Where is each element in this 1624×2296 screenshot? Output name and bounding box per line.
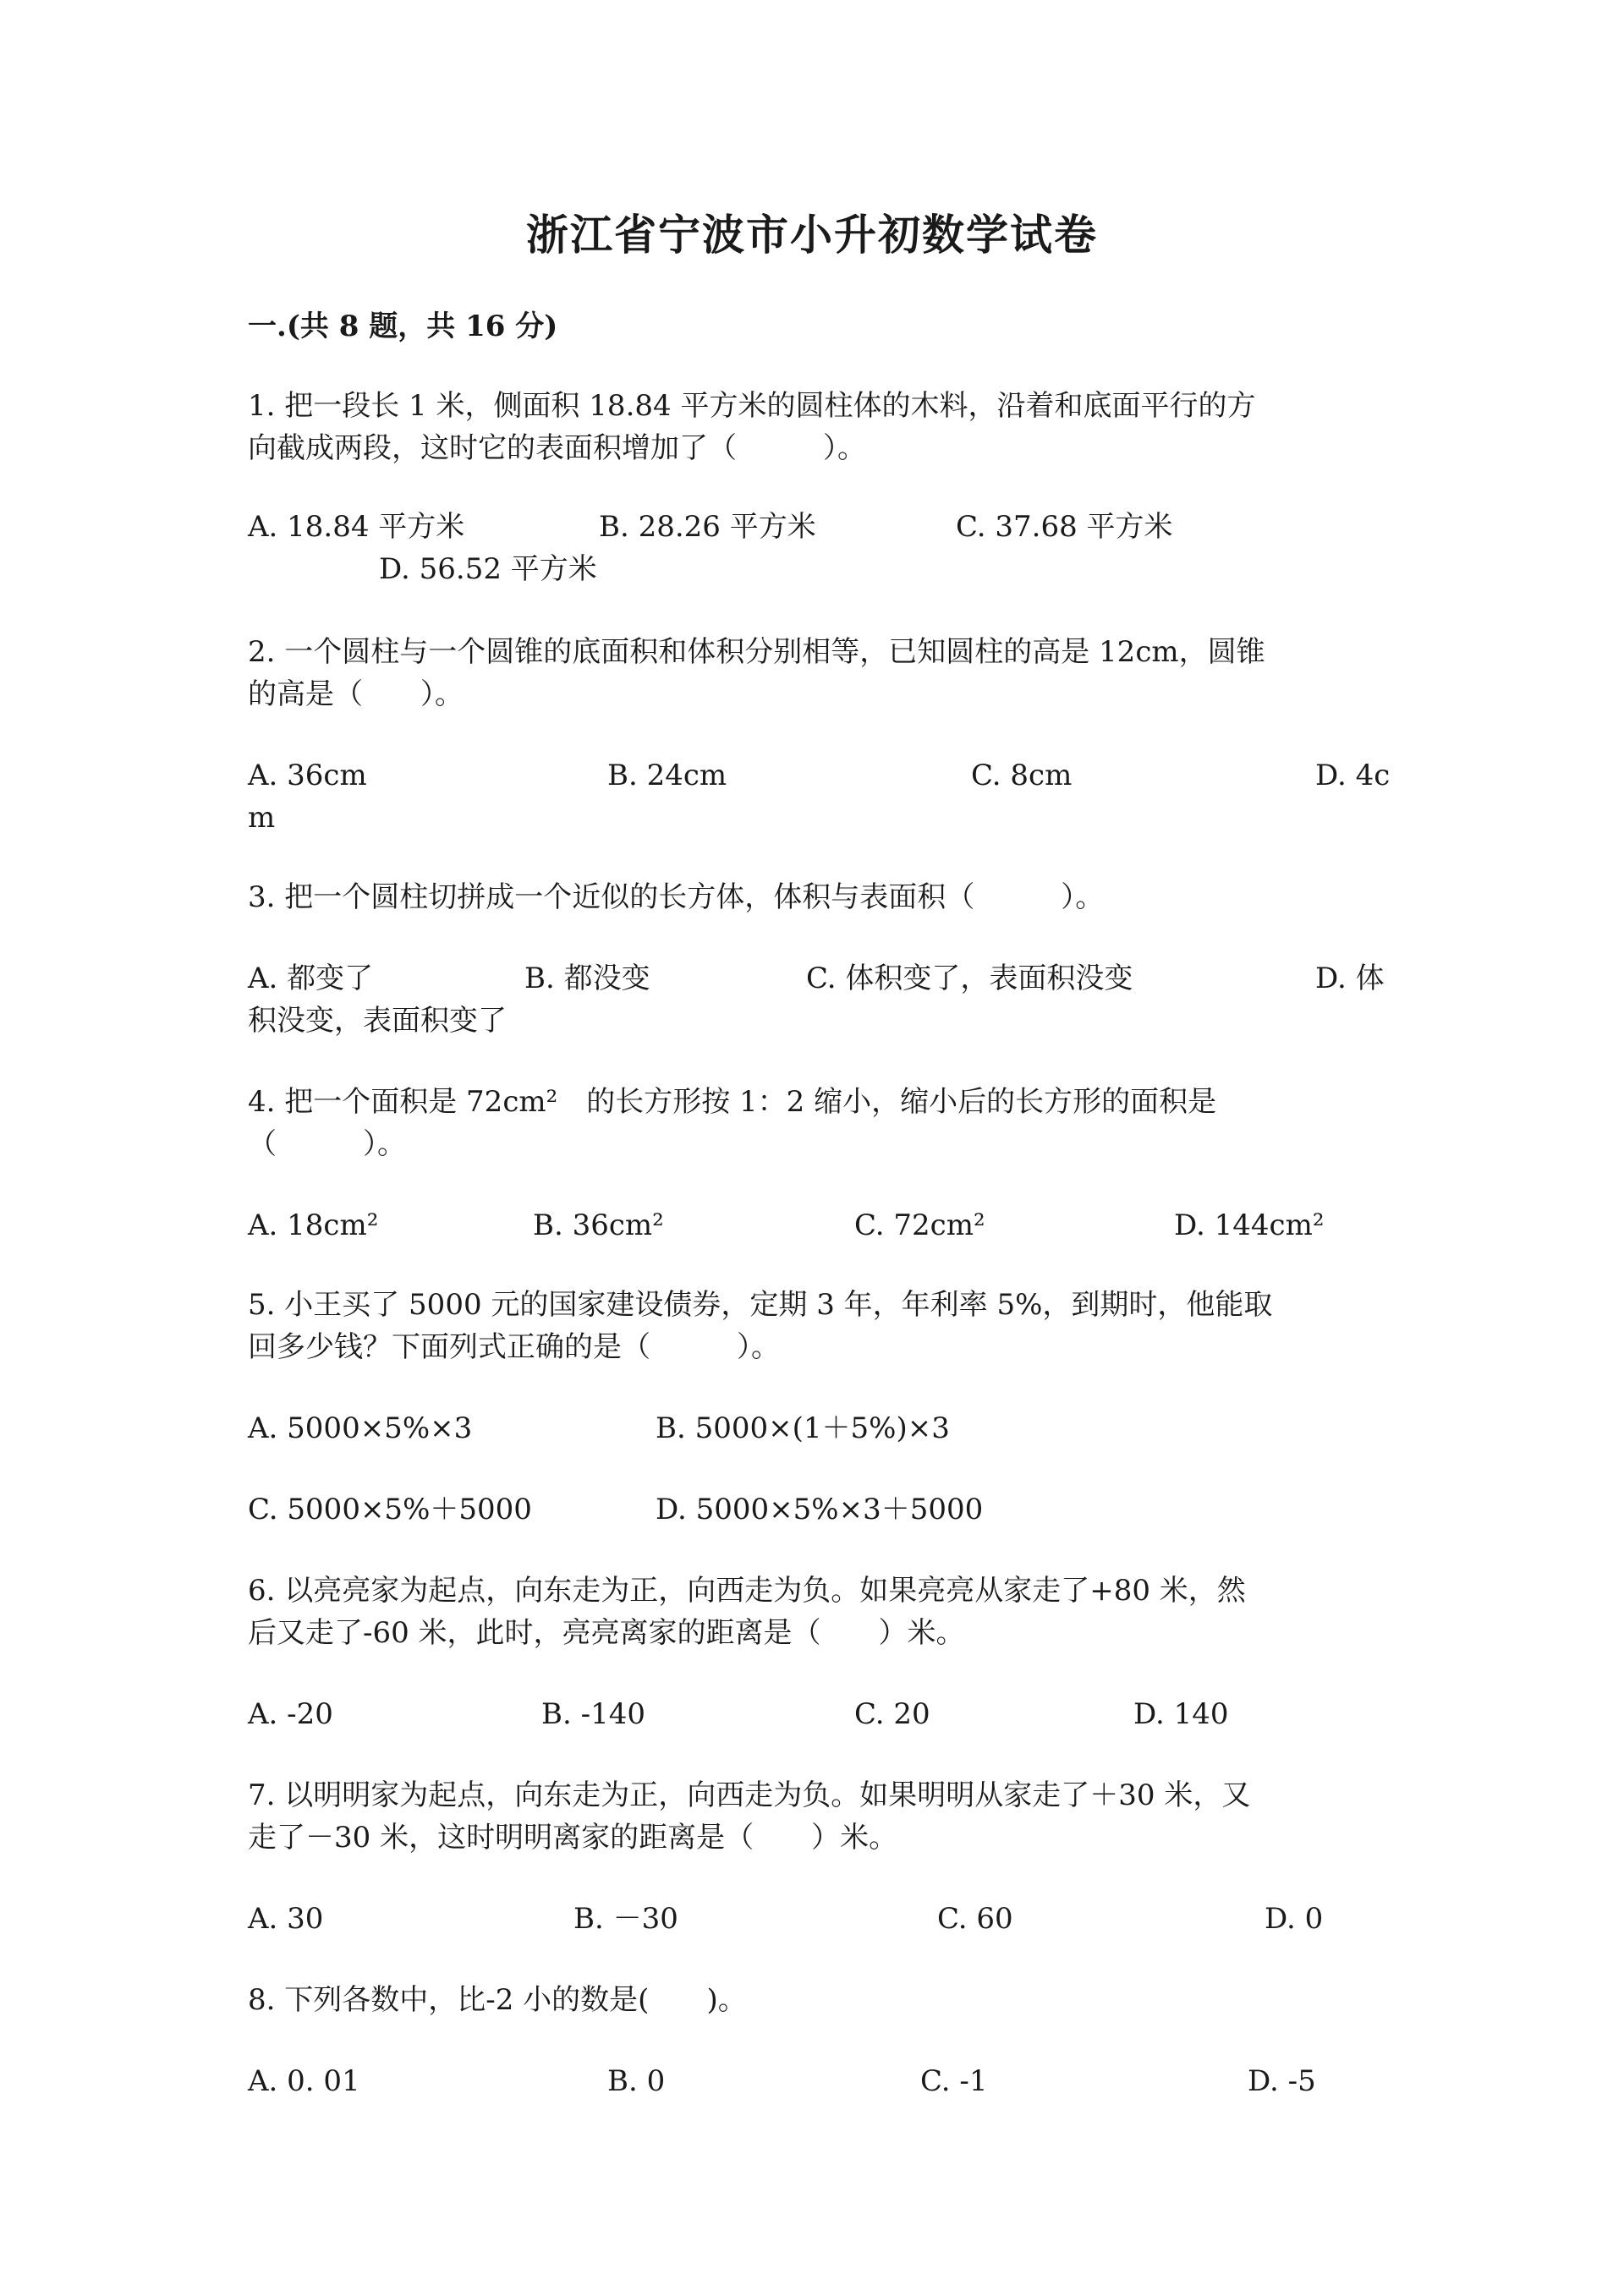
question-2-line-1: 2. 一个圆柱与一个圆锥的底面积和体积分别相等，已知圆柱的高是 12cm，圆锥 bbox=[248, 635, 1265, 669]
question-3 bbox=[248, 876, 1381, 918]
question-1 bbox=[248, 385, 1381, 469]
question-5 bbox=[248, 1284, 1381, 1368]
question-4 bbox=[248, 1081, 1381, 1165]
q2-option-c: C. 8cm bbox=[971, 759, 1073, 792]
question-6-line-2: 后又走了-60 米，此时，亮亮离家的距离是（ ）米。 bbox=[248, 1616, 965, 1650]
question-6 bbox=[248, 1570, 1381, 1654]
q7-option-b: B. －30 bbox=[573, 1902, 678, 1936]
q6-option-c: C. 20 bbox=[854, 1697, 930, 1731]
section-heading: 一.(共 8 题，共 16 分) bbox=[248, 310, 558, 343]
q7-option-d: D. 0 bbox=[1265, 1902, 1324, 1936]
q5-option-c: C. 5000×5%＋5000 bbox=[248, 1493, 532, 1526]
q5-option-d: D. 5000×5%×3＋5000 bbox=[656, 1493, 984, 1526]
question-8-line-1: 8. 下列各数中，比-2 小的数是( )。 bbox=[248, 1983, 747, 2017]
q8-option-d: D. -5 bbox=[1248, 2064, 1316, 2098]
question-7-line-2: 走了－30 米，这时明明离家的距离是（ ）米。 bbox=[248, 1821, 898, 1855]
q4-option-a: A. 18cm² bbox=[248, 1208, 379, 1242]
q3-option-c: C. 体积变了，表面积没变 bbox=[806, 962, 1133, 995]
question-8 bbox=[248, 1979, 1381, 2021]
q1-option-b: B. 28.26 平方米 bbox=[599, 510, 816, 544]
question-1-line-1: 1. 把一段长 1 米，侧面积 18.84 平方米的圆柱体的木料，沿着和底面平行的方 bbox=[248, 389, 1256, 423]
question-3-line-1: 3. 把一个圆柱切拼成一个近似的长方体，体积与表面积（ ）。 bbox=[248, 880, 1105, 914]
q5-option-a: A. 5000×5%×3 bbox=[248, 1411, 473, 1445]
q1-option-a: A. 18.84 平方米 bbox=[248, 510, 465, 544]
question-5-line-1: 5. 小王买了 5000 元的国家建设债券，定期 3 年，年利率 5%，到期时，他能取 bbox=[248, 1288, 1273, 1322]
question-2-line-2: 的高是（ ）。 bbox=[248, 677, 464, 711]
q4-option-d: D. 144cm² bbox=[1174, 1208, 1325, 1242]
question-5-line-2: 回多少钱？下面列式正确的是（ ）。 bbox=[248, 1330, 780, 1364]
q6-option-d: D. 140 bbox=[1133, 1697, 1229, 1731]
question-7 bbox=[248, 1774, 1381, 1859]
q8-option-b: B. 0 bbox=[607, 2064, 666, 2098]
q3-option-d-wrap: 积没变，表面积变了 bbox=[248, 1004, 507, 1038]
q2-option-b: B. 24cm bbox=[607, 759, 727, 792]
q4-option-b: B. 36cm² bbox=[533, 1208, 664, 1242]
exam-title: 浙江省宁波市小升初数学试卷 bbox=[526, 210, 1098, 260]
q3-option-a: A. 都变了 bbox=[248, 962, 374, 995]
q8-option-a: A. 0. 01 bbox=[248, 2064, 360, 2098]
q2-option-d: D. 4c bbox=[1315, 759, 1391, 792]
question-6-line-1: 6. 以亮亮家为起点，向东走为正，向西走为负。如果亮亮从家走了+80 米，然 bbox=[248, 1574, 1246, 1608]
q6-option-b: B. -140 bbox=[541, 1697, 645, 1731]
q2-option-d-wrap: m bbox=[248, 801, 276, 835]
q3-option-b: B. 都没变 bbox=[524, 962, 650, 995]
q4-option-c: C. 72cm² bbox=[854, 1208, 985, 1242]
q7-option-a: A. 30 bbox=[248, 1902, 324, 1936]
question-7-line-1: 7. 以明明家为起点，向东走为正，向西走为负。如果明明从家走了＋30 米，又 bbox=[248, 1778, 1251, 1812]
question-4-line-2: （ ）。 bbox=[248, 1127, 406, 1161]
q6-option-a: A. -20 bbox=[248, 1697, 333, 1731]
q2-option-a: A. 36cm bbox=[248, 759, 367, 792]
question-4-line-1: 4. 把一个面积是 72cm² 的长方形按 1：2 缩小，缩小后的长方形的面积是 bbox=[248, 1085, 1217, 1119]
question-2 bbox=[248, 631, 1381, 715]
q7-option-c: C. 60 bbox=[937, 1902, 1013, 1936]
q8-option-c: C. -1 bbox=[920, 2064, 988, 2098]
q1-option-d: D. 56.52 平方米 bbox=[379, 552, 597, 586]
q3-option-d: D. 体 bbox=[1315, 962, 1385, 995]
q5-option-b: B. 5000×(1＋5%)×3 bbox=[656, 1411, 950, 1445]
question-1-line-2: 向截成两段，这时它的表面积增加了（ ）。 bbox=[248, 431, 866, 465]
q1-option-c: C. 37.68 平方米 bbox=[956, 510, 1173, 544]
